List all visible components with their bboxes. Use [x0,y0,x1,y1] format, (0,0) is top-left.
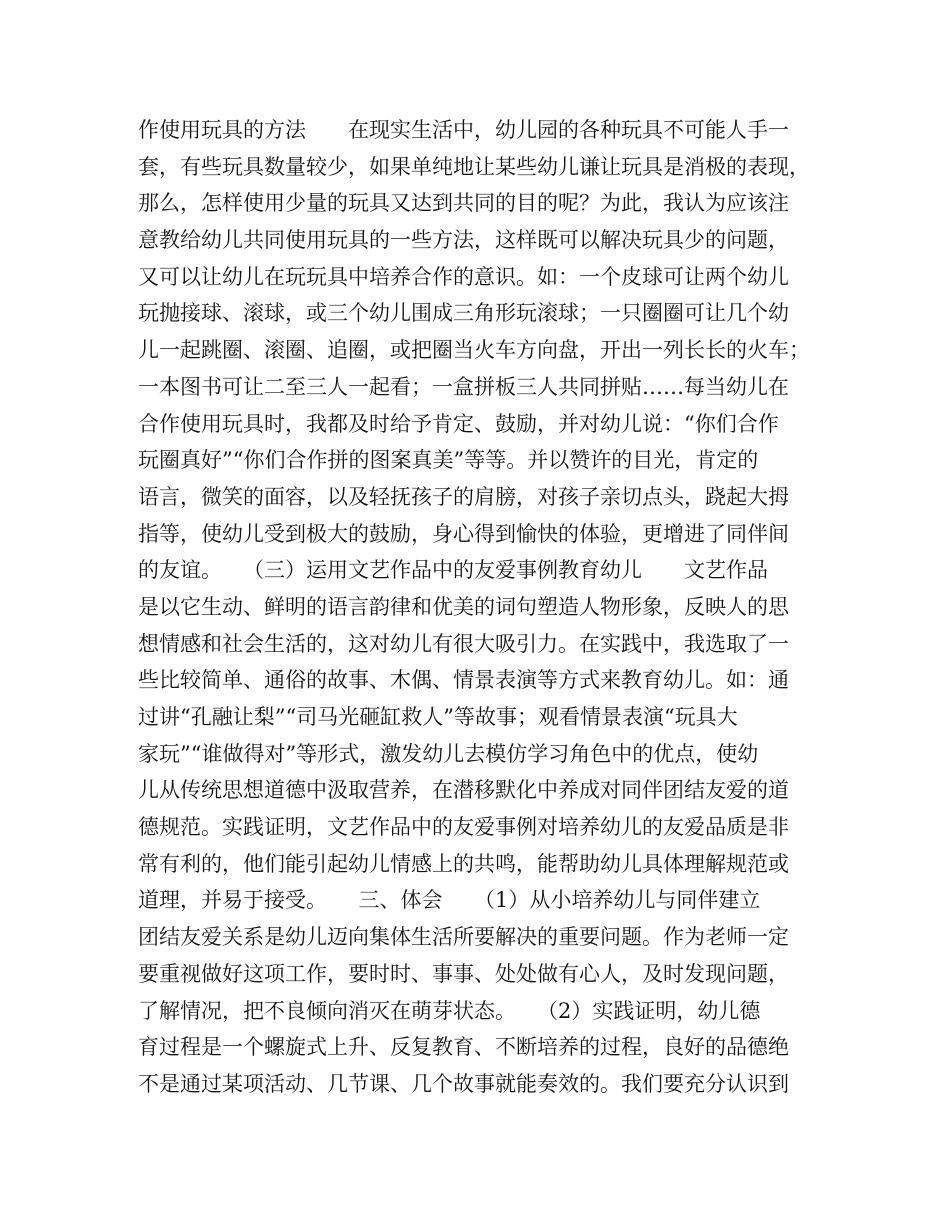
text-line: 又可以让幼儿在玩玩具中培养合作的意识。如：一个皮球可让两个幼儿 [138,264,789,289]
body-text [138,112,828,1103]
text-line: 常有利的，他们能引起幼儿情感上的共鸣，能帮助幼儿具体理解规范或 [138,851,789,876]
text-line: 作使用玩具的方法 在现实生活中，幼儿园的各种玩具不可能人手一 [138,118,789,142]
text-line: 语言，微笑的面容，以及轻抚孩子的肩膀，对孩子亲切点头，跷起大拇 [138,484,789,509]
text-line: 不是通过某项活动、几节课、几个故事就能奏效的。我们要充分认识到 [138,1071,789,1096]
text-line: 了解情况，把不良倾向消灭在萌芽状态。 （2）实践证明，幼儿德 [138,998,761,1023]
text-line: 家玩”“谁做得对”等形式，激发幼儿去模仿学习角色中的优点，使幼 [138,741,759,766]
text-line: 育过程是一个螺旋式上升、反复教育、不断培养的过程，良好的品德绝 [138,1035,789,1060]
text-line: 是以它生动、鲜明的语言韵律和优美的词句塑造人物形象，反映人的思 [138,594,789,619]
text-line: 团结友爱关系是幼儿迈向集体生活所要解决的重要问题。作为老师一定 [138,925,789,950]
text-line: 合作使用玩具时，我都及时给予肯定、鼓励，并对幼儿说：“你们合作 [138,411,779,436]
text-line: 那么，怎样使用少量的玩具又达到共同的目的呢？为此，我认为应该注 [138,191,789,216]
text-line: 些比较简单、通俗的故事、木偶、情景表演等方式来教育幼儿。如：通 [138,668,789,693]
text-line: 套，有些玩具数量较少，如果单纯地让某些幼儿谦让玩具是消极的表现， [138,154,810,179]
text-line: 一本图书可让二至三人一起看；一盒拼板三人共同拼贴……每当幼儿在 [138,374,789,399]
text-line: 儿一起跳圈、滚圈、追圈，或把圈当火车方向盘，开出一列长长的火车； [138,338,810,363]
text-line: 想情感和社会生活的，这对幼儿有很大吸引力。在实践中，我选取了一 [138,631,789,656]
text-line: 儿从传统思想道德中汲取营养，在潜移默化中养成对同伴团结友爱的道 [138,778,789,803]
text-line: 道理，并易于接受。 三、体会 （1）从小培养幼儿与同伴建立 [138,888,761,913]
text-line: 要重视做好这项工作，要时时、事事、处处做有心人，及时发现问题， [138,961,789,986]
text-line: 指等，使幼儿受到极大的鼓励，身心得到愉快的体验，更增进了同伴间 [138,521,789,546]
text-line: 的友谊。 （三）运用文艺作品中的友爱事例教育幼儿 文艺作品 [138,558,768,583]
text-line: 德规范。实践证明，文艺作品中的友爱事例对培养幼儿的友爱品质是非 [138,815,789,840]
text-line: 意教给幼儿共同使用玩具的一些方法，这样既可以解决玩具少的问题， [138,228,789,253]
text-line: 过讲“孔融让梨”“司马光砸缸救人”等故事；观看情景表演“玩具大 [138,705,738,729]
text-line: 玩圈真好”“你们合作拼的图案真美”等等。并以赞许的目光，肯定的 [138,448,759,473]
text-line: 玩抛接球、滚球，或三个幼儿围成三角形玩滚球；一只圈圈可让几个幼 [138,301,789,326]
